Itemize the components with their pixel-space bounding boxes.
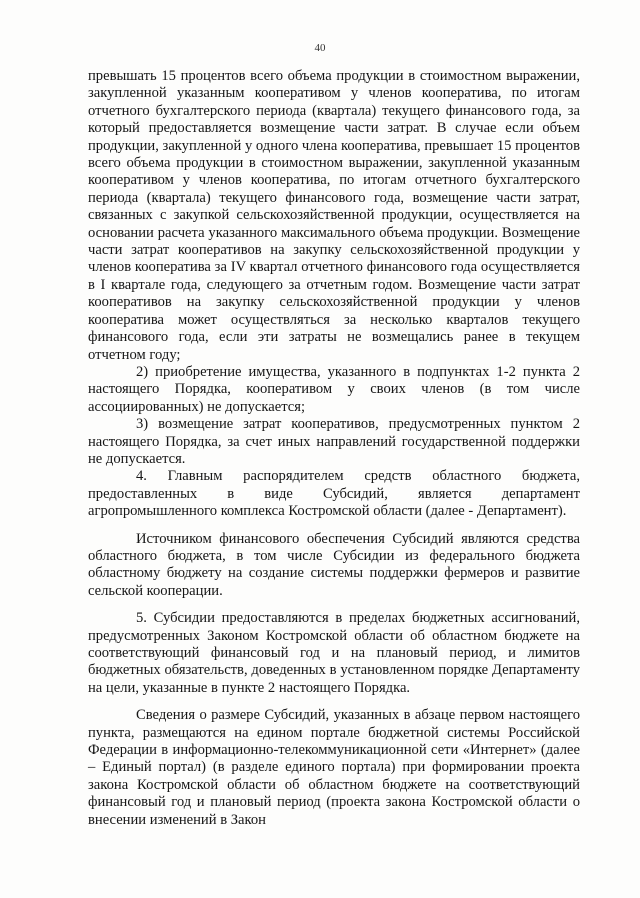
paragraph-purchase-limit: превышать 15 процентов всего объема продукции в стоимостном выражении, закупленной указанным кооперативом у членов кооператива, по итогам отчетного бухгалтерского периода (квартала) текущего финансового года, за который предоставляется возмещение части затрат. В случае если объем продукции, закупленной у одного члена кооператива, превышает 15 процентов всего объема продукции в стоимостном выражении, закупленной указанным кооперативом у членов кооператива, по итогам отчетного бухгалтерского периода (квартала) текущего финансового года, возмещение части затрат, связанных с закупкой сельскохозяйственной продукции, осуществляется на основании расчета указанного максимального объема продукции. Возмещение части затрат кооперативов на закупку сельскохозяйственной продукции у членов кооператива за IV квартал отчетного финансового года осуществляется в I квартале года, следующего за отчетным годом. Возмещение части затрат кооперативов на закупку сельскохозяйственной продукции у членов кооператива может осуществляться за несколько кварталов текущего финансового года, если эти затраты не возмещались ранее в текущем отчетном году;	[88, 68, 580, 363]
paragraph-cost-reimbursement: 3) возмещение затрат кооперативов, предусмотренных пунктом 2 настоящего Порядка, за счет иных направлений государственной поддержки не допускается.	[88, 416, 580, 467]
paragraph-property-acquisition: 2) приобретение имущества, указанного в подпунктах 1-2 пункта 2 настоящего Порядка, кооперативом у своих членов (в том числе ассоциированных) не допускается;	[88, 363, 580, 415]
paragraph-budget-limits: 5. Субсидии предоставляются в пределах бюджетных ассигнований, предусмотренных Законом Костромской области об областном бюджете на соответствующий финансовый год и на плановый период, и лимитов бюджетных обязательств, доведенных в установленном порядке Департаменту на цели, указанные в пункте 2 настоящего Порядка.	[88, 610, 580, 696]
page-number: 40	[314, 42, 326, 54]
paragraph-main-administrator: 4. Главным распорядителем средств областного бюджета, предоставленных в виде Субсидий, является департамент агропромышленного комплекса Костромской области (далее - Департамент).	[88, 468, 580, 520]
paragraph-funding-source: Источником финансового обеспечения Субсидий являются средства областного бюджета, в том числе Субсидии из федерального бюджета областному бюджету на создание системы поддержки фермеров и развитие сельской кооперации.	[88, 530, 580, 599]
paragraph-subsidy-information: Сведения о размере Субсидий, указанных в абзаце первом настоящего пункта, размещаются на едином портале бюджетной системы Российской Федерации в информационно-телекоммуникационной сети «Интернет» (далее – Единый портал) (в разделе единого портала) при формировании проекта закона Костромской области об областном бюджете на соответствующий финансовый год и плановый период (проекта закона Костромской области о внесении изменений в Закон	[88, 707, 580, 828]
document-body	[88, 68, 580, 829]
